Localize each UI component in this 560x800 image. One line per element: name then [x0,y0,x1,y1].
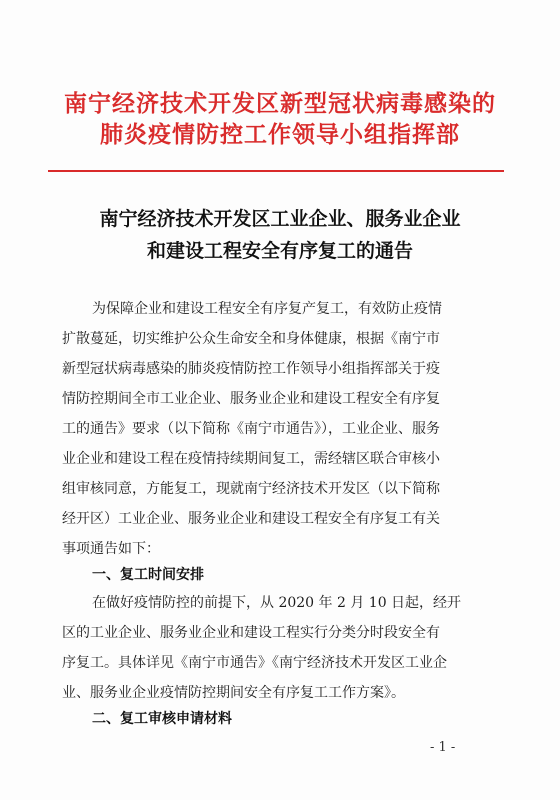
section-1-line: 序复工。具体详见《南宁市通告》《南宁经济技术开发区工业企 [62,655,447,671]
intro-line: 业企业和建设工程在疫情持续期间复工，需经辖区联合审核小 [62,451,440,467]
intro-line: 情防控期间全市工业企业、服务业企业和建设工程安全有序复 [62,391,440,407]
red-divider [48,170,504,172]
intro-line: 新型冠状病毒感染的肺炎疫情防控工作领导小组指挥部关于疫 [62,361,440,377]
section-1-heading: 一、复工时间安排 [92,567,204,583]
notice-title-line-2: 和建设工程安全有序复工的通告 [146,240,413,262]
masthead-line-2: 肺炎疫情防控工作领导小组指挥部 [100,121,460,148]
section-1-line: 业、服务业企业疫情防控期间安全有序复工工作方案》。 [62,685,405,701]
page-number: - 1 - [430,740,456,755]
intro-line: 扩散蔓延，切实维护公众生命安全和身体健康，根据《南宁市 [62,331,440,347]
section-1-line: 区的工业企业、服务业企业和建设工程实行分类分时段安全有 [62,625,440,641]
masthead-line-1: 南宁经济技术开发区新型冠状病毒感染的 [64,90,496,117]
intro-line: 经开区）工业企业、服务业企业和建设工程安全有序复工有关 [62,511,440,527]
section-2-heading: 二、复工审核申请材料 [92,711,232,727]
intro-line: 事项通告如下： [62,541,160,557]
intro-line: 工的通告》要求（以下简称《南宁市通告》），工业企业、服务 [62,421,440,437]
intro-line: 组审核同意，方能复工，现就南宁经济技术开发区（以下简称 [62,481,440,497]
section-1-line: 在做好疫情防控的前提下，从 2020 年 2 月 10 日起，经开 [92,595,462,611]
notice-title-line-1: 南宁经济技术开发区工业企业、服务业企业 [99,208,461,230]
intro-line: 为保障企业和建设工程安全有序复产复工，有效防止疫情 [92,301,442,317]
